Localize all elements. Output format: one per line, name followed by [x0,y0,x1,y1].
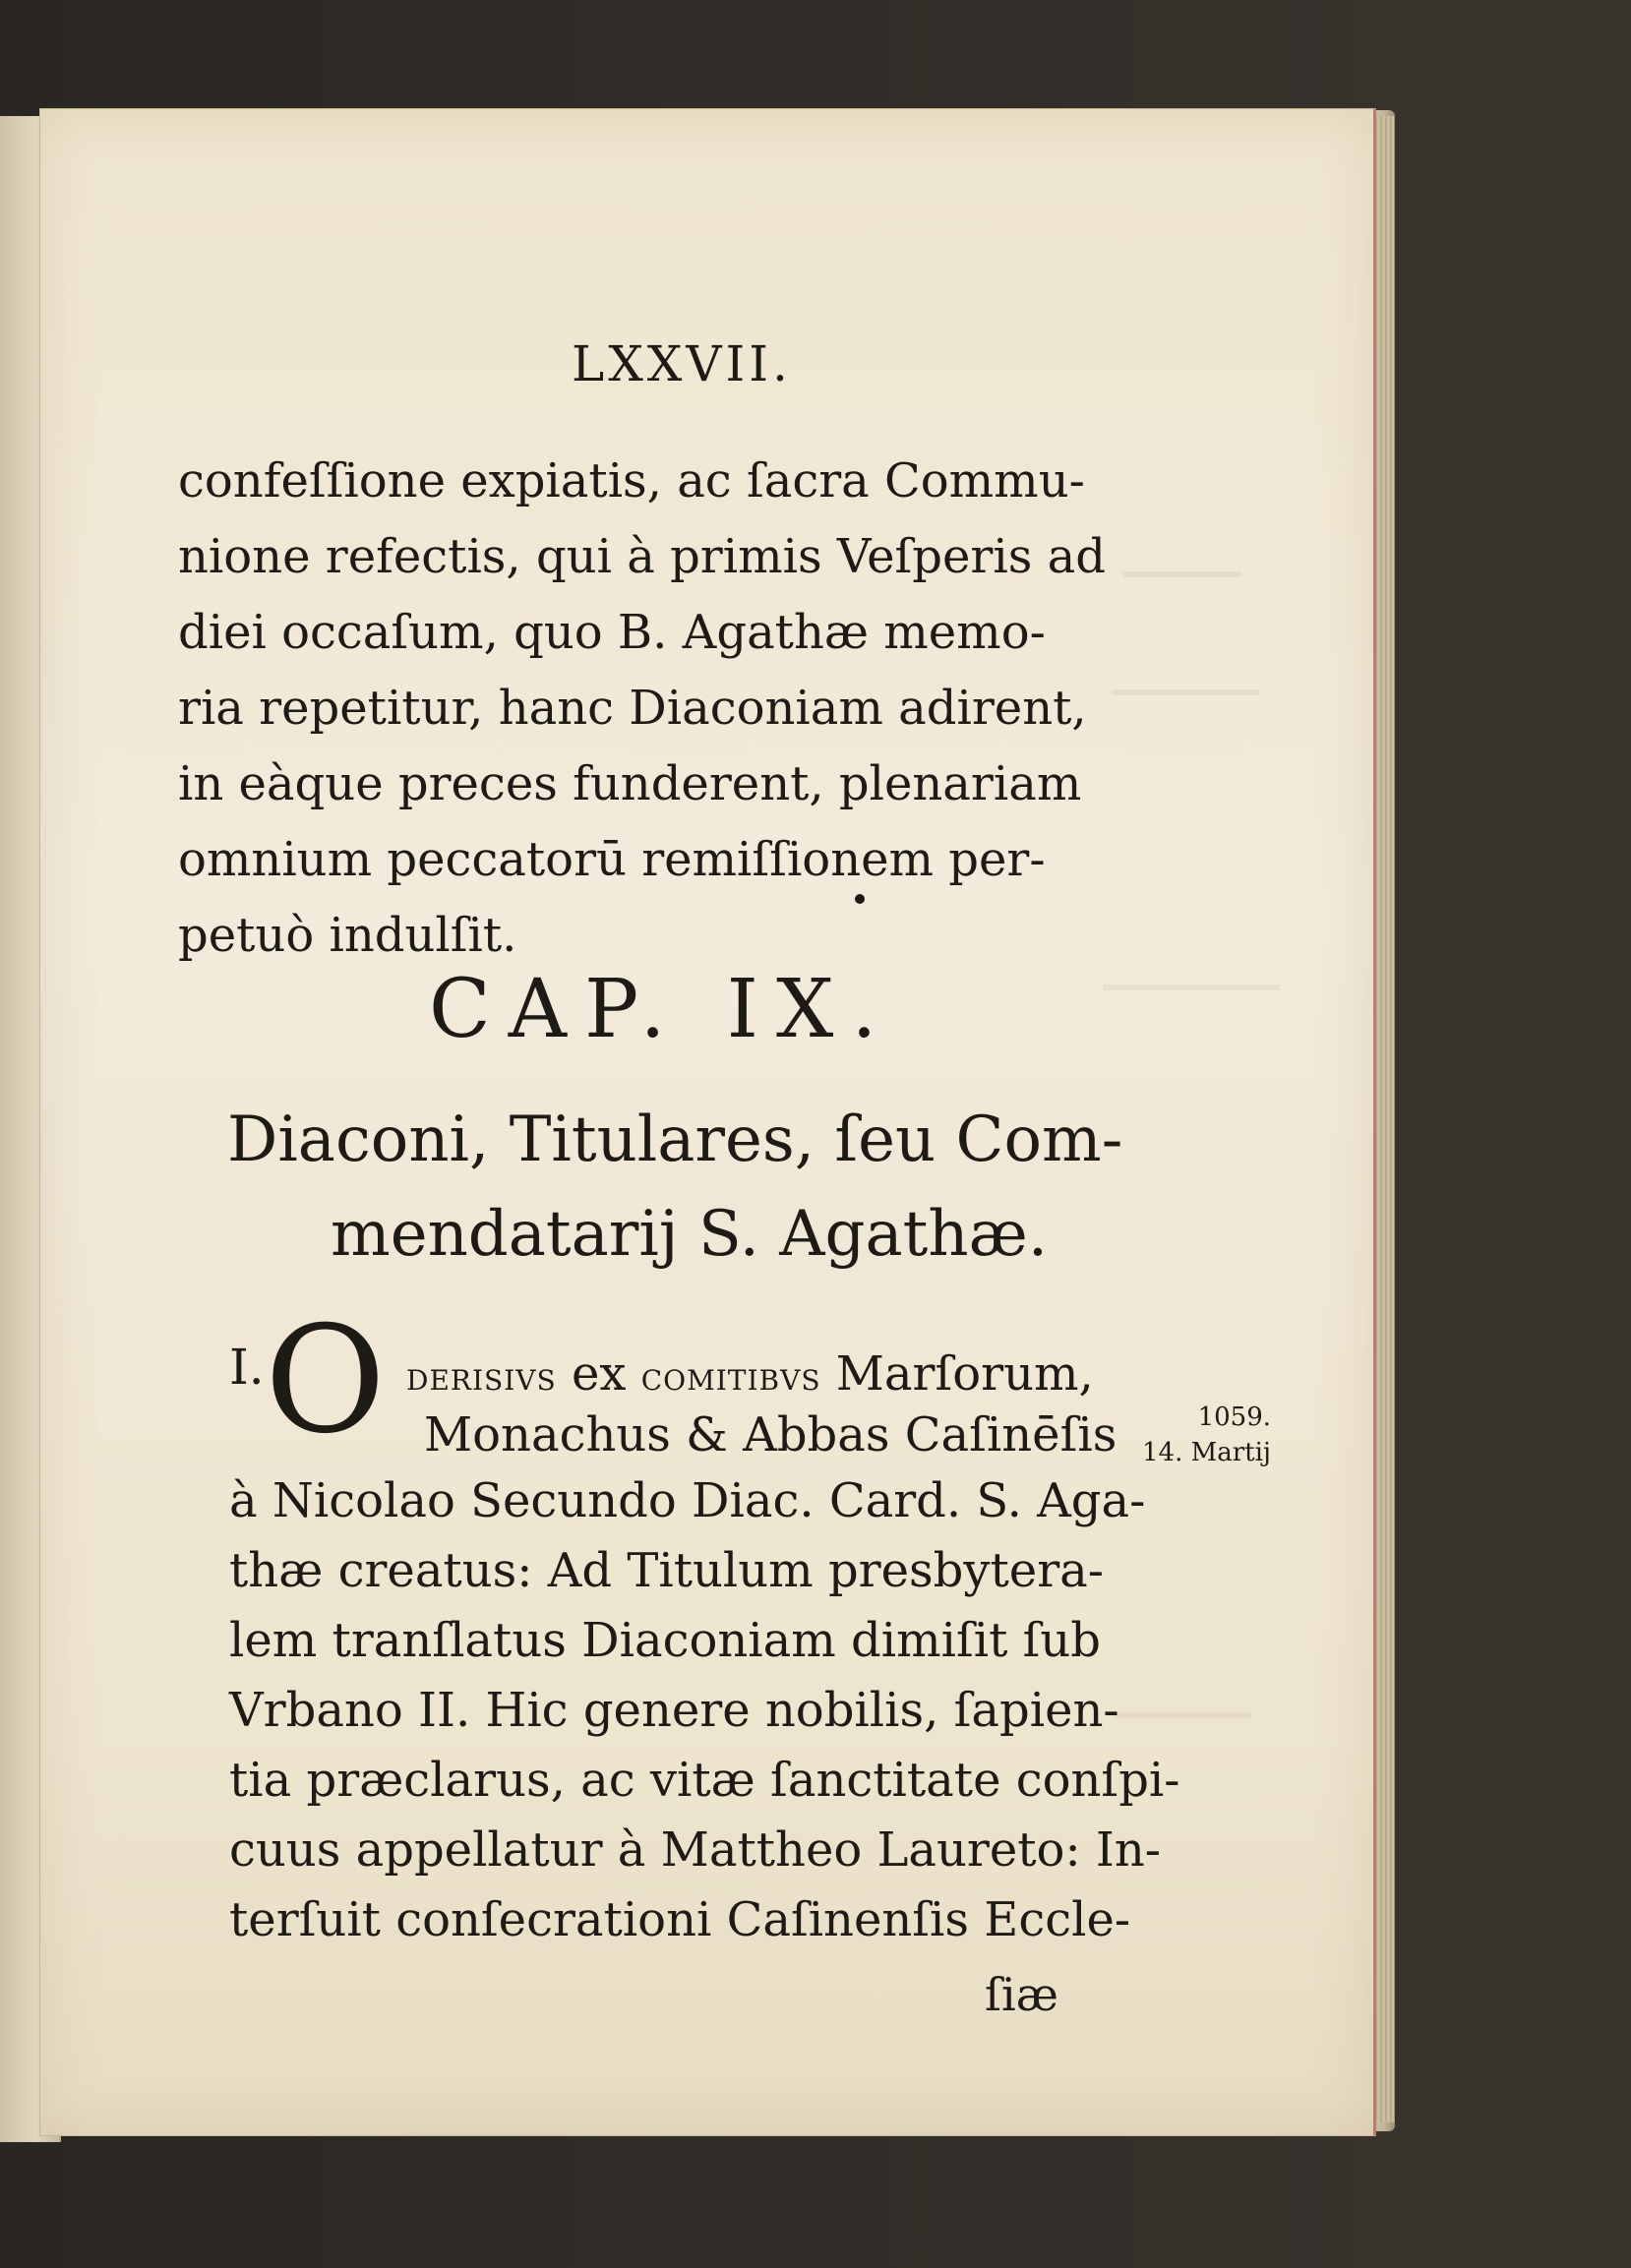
page-header: LXXVII. [572,335,792,392]
text-line: diei occaſum, quo B. Agathæ memo- [178,605,1046,660]
drop-cap: O [265,1295,386,1466]
section-second-line: Monachus & Abbas Caſinēſis [424,1407,1118,1462]
text-line: à Nicolao Secundo Diac. Card. S. Aga- [229,1473,1146,1528]
text-line: tia præclarus, ac vitæ ſanctitate conſpi- [229,1753,1180,1808]
section-number: I. [229,1339,265,1396]
margin-note-year: 1059. [1197,1403,1271,1432]
text-line: lem tranſlatus Diaconiam dimiſit ſub [229,1613,1102,1668]
subtitle-line: Diaconi, Titulares, ſeu Com- [227,1104,1123,1176]
show-through-mark [1122,542,1240,577]
book-page [39,108,1376,2136]
text-line: omnium peccatorū remiſſionem per- [178,832,1046,887]
small-caps-word: COMITIBVS [640,1364,821,1397]
text-line: petuò indulſit. [178,908,517,963]
text-line: in eàque preces funderent, plenariam [178,756,1082,811]
text-line: ria repetitur, hanc Diaconiam adirent, [178,681,1087,736]
text-line: Vrbano II. Hic genere nobilis, ſapien- [229,1683,1119,1738]
text-line: confeſſione expiatis, ac ſacra Commu- [178,453,1085,508]
section-paragraph [229,1466,1180,1955]
section-first-line [406,1346,1094,1402]
text-fragment: ex [556,1346,641,1402]
show-through-mark [1113,660,1260,695]
text-line: nione refectis, qui à primis Veſperis ad [178,529,1106,584]
margin-note [1142,1400,1271,1470]
ink-dot [855,894,865,904]
catchword: ſiæ [985,1968,1058,2021]
text-line: terſuit conſecrationi Caſinenſis Eccle- [229,1892,1131,1947]
chapter-subtitle [227,1093,1122,1282]
chapter-title: CAP. IX. [429,963,895,1056]
subtitle-line: mendatarij S. Agathæ. [331,1198,1049,1271]
text-fragment: Marſorum, [820,1346,1094,1402]
small-caps-word: DERISIVS [406,1364,557,1397]
text-line: thæ creatus: Ad Titulum presbytera- [229,1543,1104,1598]
intro-paragraph [178,444,1132,974]
text-line: cuus appellatur à Mattheo Laureto: In- [229,1822,1161,1878]
margin-note-date: 14. Martij [1142,1438,1271,1467]
